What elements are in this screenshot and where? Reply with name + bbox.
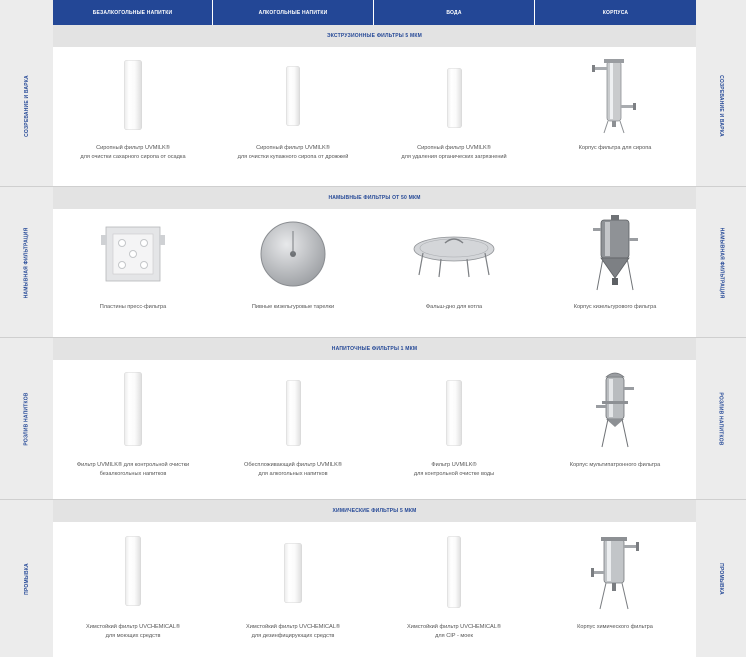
kieselguhr-plate-icon	[258, 219, 328, 289]
product-card[interactable]	[213, 47, 373, 187]
product-description: для очистки купажного сиропа от дрожжей	[237, 154, 349, 160]
product-card[interactable]	[535, 47, 695, 187]
filter-cartridge-icon	[446, 380, 462, 446]
product-card[interactable]	[53, 522, 213, 657]
product-name: Обеспложивающий фильтр UVMILK®	[244, 462, 342, 468]
product-name: Пивные кизельгуровые тарелки	[251, 304, 335, 310]
header-corner-right	[696, 0, 746, 25]
product-card[interactable]	[374, 209, 534, 338]
product-name: Химстойкий фильтр UVCHEMICAL®	[407, 624, 501, 630]
side-panel-right	[696, 338, 746, 500]
filter-housing-icon	[590, 55, 640, 135]
filter-cartridge-icon	[284, 543, 302, 603]
product-card[interactable]	[213, 360, 373, 500]
product-card[interactable]	[374, 47, 534, 187]
section-band-title: ЭКСТРУЗИОННЫЕ ФИЛЬТРЫ 5 МКМ	[53, 25, 696, 47]
product-card[interactable]	[374, 522, 534, 657]
section-label-right: ПРОМЫВКА	[718, 562, 724, 595]
product-card[interactable]	[53, 209, 213, 338]
product-name: Корпус фильтра для сиропа	[578, 145, 652, 151]
product-card[interactable]	[535, 522, 695, 657]
product-description: для очистки сахарного сиропа от осадка	[80, 154, 186, 160]
section-band-title: ХИМИЧЕСКИЕ ФИЛЬТРЫ 5 МКМ	[53, 500, 696, 522]
section-bottling	[0, 338, 746, 500]
product-name: Химстойкий фильтр UVCHEMICAL®	[86, 624, 180, 630]
product-card[interactable]	[535, 360, 695, 500]
chemical-housing-icon	[586, 531, 644, 611]
product-card[interactable]	[53, 360, 213, 500]
product-card[interactable]	[374, 360, 534, 500]
section-band-title: НАПИТОЧНЫЕ ФИЛЬТРЫ 1 МКМ	[53, 338, 696, 360]
section-precoat-filtration	[0, 187, 746, 338]
section-label-right: НАМЫВНАЯ ФИЛЬТРАЦИЯ	[718, 227, 725, 298]
section-band-title: НАМЫВНЫЕ ФИЛЬТРЫ ОТ 50 МКМ	[53, 187, 696, 209]
product-description: безалкогольных напитков	[99, 471, 167, 477]
product-card[interactable]	[213, 209, 373, 338]
product-card[interactable]	[53, 47, 213, 187]
header-corner-left	[0, 0, 53, 25]
side-panel-left	[0, 187, 53, 338]
side-panel-right	[696, 25, 746, 187]
product-card[interactable]	[213, 522, 373, 657]
product-name: Сиропный фильтр UVMILK®	[417, 145, 491, 151]
multicartridge-housing-icon	[590, 367, 640, 451]
product-description: для дезинфицирующих средств	[251, 633, 335, 639]
column-header-housings: КОРПУСА	[535, 0, 696, 25]
side-panel-right	[696, 187, 746, 338]
kieselguhr-housing-icon	[587, 214, 643, 294]
product-name: Корпус мультипатронного фильтра	[569, 462, 661, 468]
filter-cartridge-icon	[286, 66, 300, 126]
product-name: Пластины пресс-фильтра	[99, 304, 167, 310]
product-name: Химстойкий фильтр UVCHEMICAL®	[246, 624, 340, 630]
false-bottom-icon	[411, 231, 497, 281]
section-label-right: РОЗЛИВ НАПИТКОВ	[718, 392, 724, 446]
product-name: Фильтр UVMILK®	[431, 462, 477, 468]
product-description: для CIP - моек	[435, 633, 473, 639]
filter-cartridge-icon	[125, 536, 141, 606]
side-panel-right	[696, 500, 746, 657]
product-description: для удаления органических загрязнений	[401, 154, 507, 160]
column-header-soft-drinks: БЕЗАЛКОГОЛЬНЫЕ НАПИТКИ	[53, 0, 212, 25]
product-name: Сиропный фильтр UVMILK®	[256, 145, 330, 151]
side-panel-left	[0, 338, 53, 500]
section-label-left: СОЗРЕВАНИЕ И ВАРКА	[23, 75, 30, 137]
product-card[interactable]	[535, 209, 695, 338]
product-name: Корпус химического фильтра	[577, 624, 653, 630]
filter-cartridge-icon	[447, 536, 461, 608]
side-panel-left	[0, 25, 53, 187]
section-washing	[0, 500, 746, 657]
column-header-water: ВОДА	[374, 0, 534, 25]
product-name: Сиропный фильтр UVMILK®	[96, 145, 170, 151]
product-description: для алкогольных напитков	[258, 471, 328, 477]
product-name: Корпус кизельгурового фильтра	[573, 304, 657, 310]
section-label-left: ПРОМЫВКА	[23, 562, 30, 595]
side-panel-left	[0, 500, 53, 657]
section-label-left: НАМЫВНАЯ ФИЛЬТРАЦИЯ	[23, 227, 30, 298]
column-header-alcoholic-drinks: АЛКОГОЛЬНЫЕ НАПИТКИ	[213, 0, 373, 25]
product-description: для контрольной очистке воды	[413, 471, 495, 477]
filter-cartridge-icon	[124, 372, 142, 446]
filter-press-plate-icon	[100, 221, 166, 287]
product-name: Фильтр UVMILK® для контрольной очистки	[76, 462, 190, 468]
filter-cartridge-icon	[447, 68, 462, 128]
section-maturation-brewing	[0, 25, 746, 187]
section-label-left: РОЗЛИВ НАПИТКОВ	[23, 392, 30, 446]
filter-cartridge-icon	[124, 60, 142, 130]
product-name: Фальш-дно для котла	[425, 304, 483, 310]
filter-cartridge-icon	[286, 380, 301, 446]
product-description: для моющих средств	[105, 633, 161, 639]
section-label-right: СОЗРЕВАНИЕ И ВАРКА	[718, 75, 725, 137]
